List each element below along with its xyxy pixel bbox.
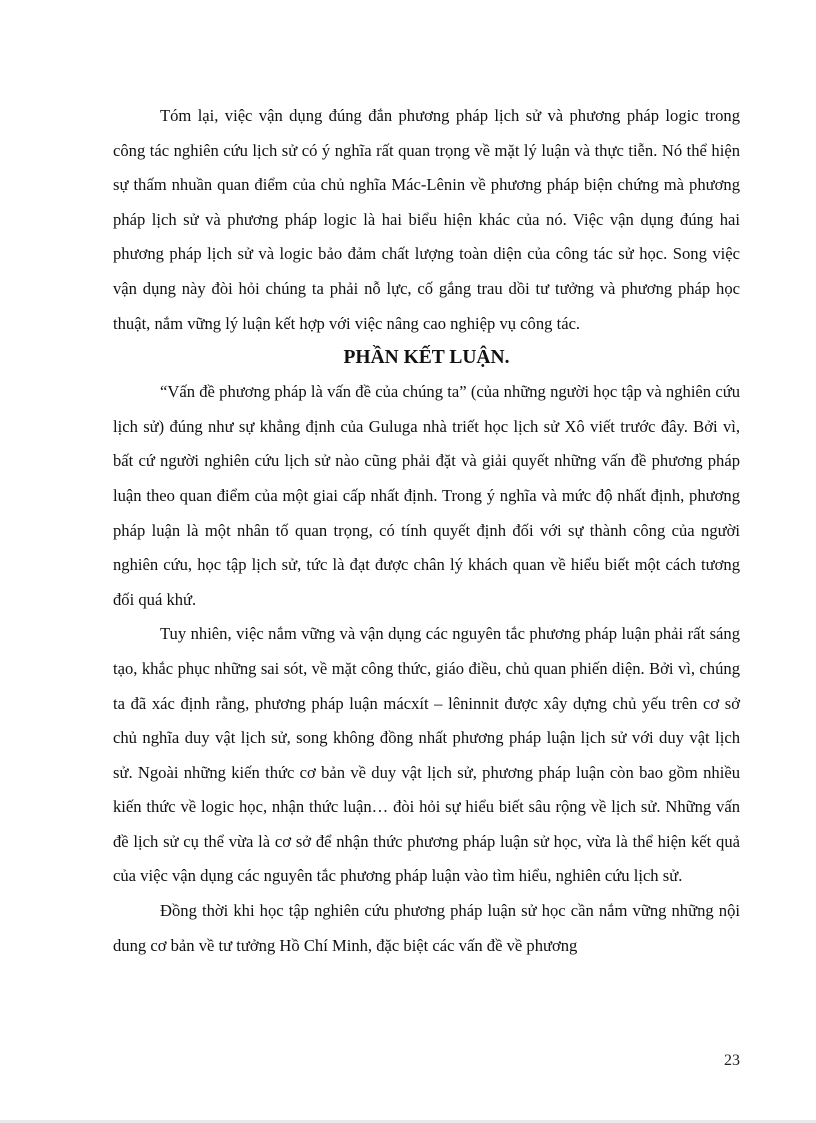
section-heading: PHẦN KẾT LUẬN. (343, 347, 510, 369)
paragraph-conclusion-1: “Vấn đề phương pháp là vấn đề của chúng ta” (của những người học tập và nghiên cứu lịch sử) đúng như sự khẳng định của Guluga nhà triết học lịch sử Xô viết trước đây. Bởi vì, bất cứ người nghiên cứu lịch sử nào cũng phải đặt và giải quyết những vấn đề phương pháp luận theo quan điểm của một giai cấp nhất định. Trong ý nghĩa và mức độ nhất định, phương pháp luận là một nhân tố quan trọng, có tính quyết định đối với sự thành công của người nghiên cứu, học tập lịch sử, tức là đạt được chân lý khách quan về hiểu biết một cách tương đối quá khứ. (113, 382, 740, 609)
page-number: 23 (724, 1052, 740, 1069)
paragraph-summary: Tóm lại, việc vận dụng đúng đắn phương pháp lịch sử và phương pháp logic trong công tác nghiên cứu lịch sử có ý nghĩa rất quan trọng về mặt lý luận và thực tiễn. Nó thể hiện sự thấm nhuần quan điểm của chủ nghĩa Mác-Lênin về phương pháp biện chứng mà phương pháp lịch sử và phương pháp logic là hai biểu hiện khác của nó. Việc vận dụng đúng hai phương pháp lịch sử và logic bảo đảm chất lượng toàn diện của công tác sử học. Song việc vận dụng này đòi hỏi chúng ta phải nỗ lực, cố gắng trau dồi tư tưởng và phương pháp học thuật, nắm vững lý luận kết hợp với việc nâng cao nghiệp vụ công tác. (113, 106, 740, 333)
paragraph-conclusion-2: Tuy nhiên, việc nắm vững và vận dụng các nguyên tắc phương pháp luận phải rất sáng tạo, khắc phục những sai sót, về mặt công thức, giáo điều, chủ quan phiến diện. Bởi vì, chúng ta đã xác định rằng, phương pháp luận mácxít – lêninnit được xây dựng chủ yếu trên cơ sở chủ nghĩa duy vật lịch sử, song không đồng nhất phương pháp luận lịch sử với duy vật lịch sử. Ngoài những kiến thức cơ bản về duy vật lịch sử, phương pháp luận còn bao gồm nhiều kiến thức về logic học, nhận thức luận… đòi hỏi sự hiểu biết sâu rộng về lịch sử. Những vấn đề lịch sử cụ thể vừa là cơ sở để nhận thức phương pháp luận sử học, vừa là thể hiện kết quả của việc vận dụng các nguyên tắc phương pháp luận vào tìm hiểu, nghiên cứu lịch sử. (113, 624, 740, 886)
page-content (113, 99, 740, 963)
paragraph-conclusion-3: Đồng thời khi học tập nghiên cứu phương pháp luận sử học cần nắm vững những nội dung cơ bản về tư tưởng Hồ Chí Minh, đặc biệt các vấn đề về phương (113, 901, 740, 955)
